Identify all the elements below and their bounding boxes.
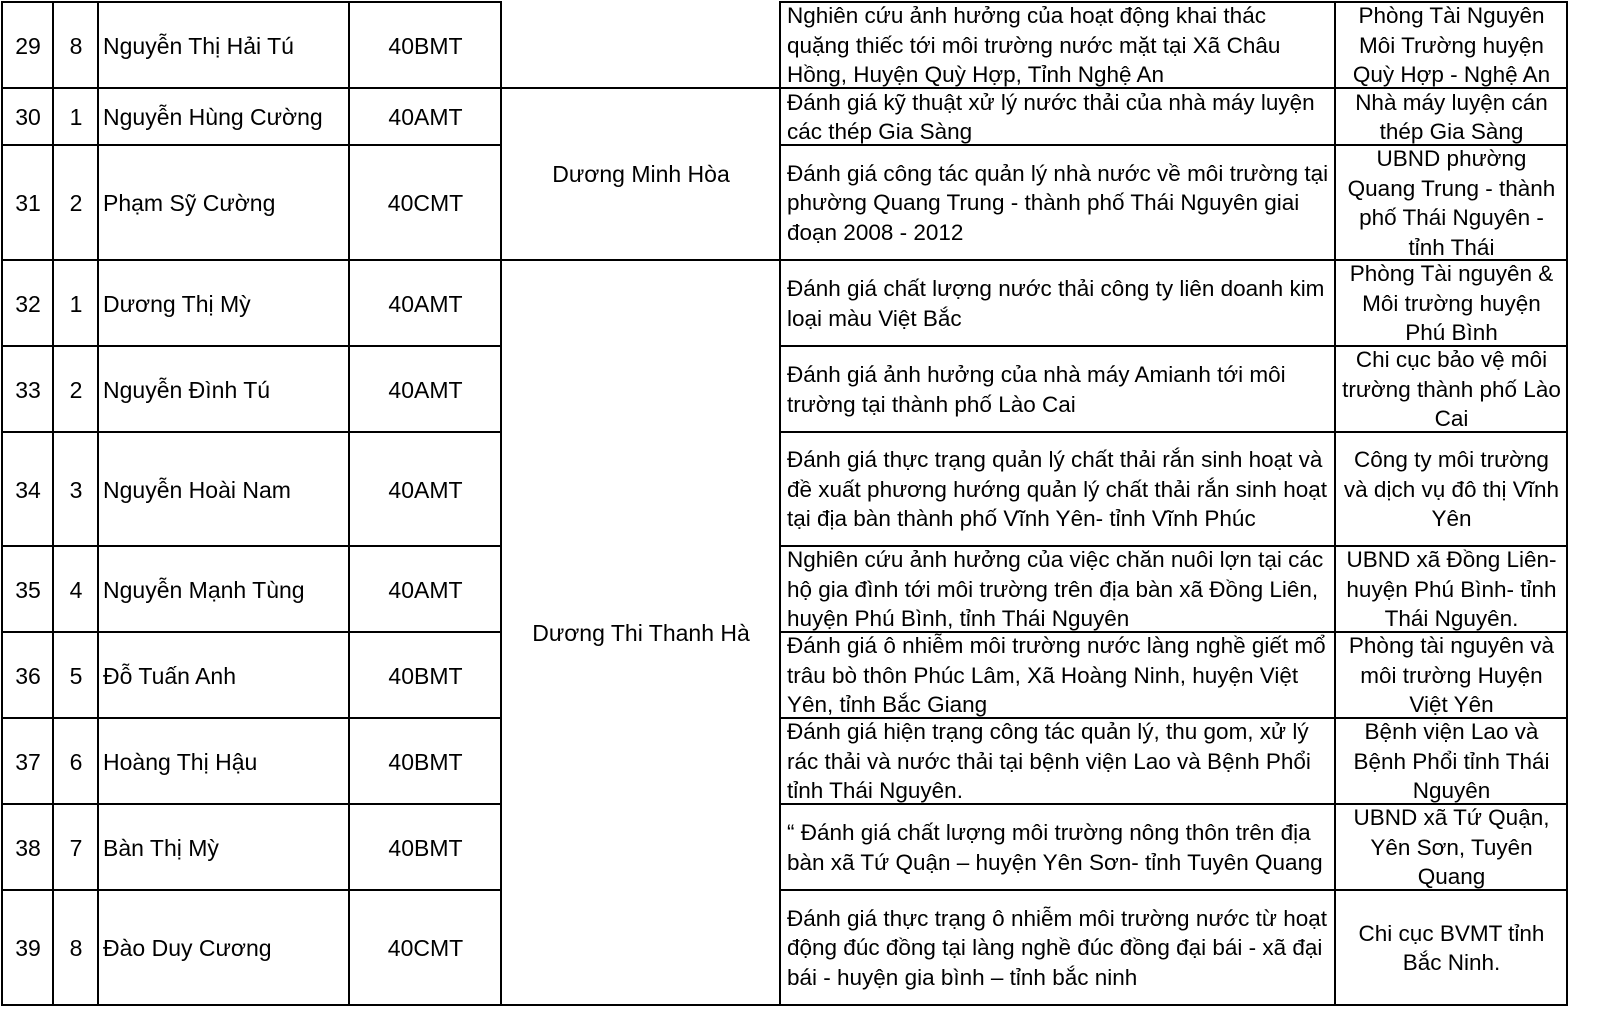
thesis-topic: “ Đánh giá chất lượng môi trường nông thôn trên địa bàn xã Tứ Quận – huyện Yên Sơn- tỉnh Tuyên Quang (787, 820, 1323, 875)
class-code: 40AMT (388, 476, 463, 503)
advisor-duong-thi-thanh-ha: Dương Thi Thanh Hà (532, 619, 750, 646)
internship-place: Chi cục BVMT tỉnh Bắc Ninh. (1358, 920, 1545, 975)
group-index: 5 (69, 662, 83, 689)
thesis-topic: Nghiên cứu ảnh hưởng của hoạt động khai thác quặng thiếc tới môi trường nước mặt tại Xã Châu Hồng, Huyện Quỳ Hợp, Tỉnh Nghệ An (787, 3, 1281, 88)
student-name: Đỗ Tuấn Anh (103, 662, 236, 689)
thesis-topic: Đánh giá chất lượng nước thải công ty liên doanh kim loại màu Việt Bắc (787, 276, 1325, 331)
class-code: 40AMT (388, 290, 463, 317)
student-name: Bàn Thị Mỳ (103, 834, 219, 861)
row-number: 39 (15, 935, 41, 961)
student-name: Nguyễn Hùng Cường (103, 104, 323, 130)
thesis-topic: Nghiên cứu ảnh hưởng của việc chăn nuôi lợn tại các hộ gia đình tới môi trường trên địa bàn xã Đồng Liên, huyện Phú Bình, tỉnh Thái Nguyên (787, 547, 1324, 632)
row-number: 38 (15, 834, 41, 861)
class-code: 40BMT (388, 32, 463, 59)
thesis-topic: Đánh giá kỹ thuật xử lý nước thải của nhà máy luyện các thép Gia Sàng (787, 89, 1315, 144)
internship-place: Phòng Tài Nguyên Môi Trường huyện Quỳ Hợp - Nghệ An (1352, 3, 1551, 88)
student-name: Hoàng Thị Hậu (103, 748, 258, 775)
row-number: 29 (15, 32, 41, 59)
thesis-topic: Đánh giá thực trạng ô nhiễm môi trường nước từ hoạt động đúc đồng tại làng nghề đúc đồng đại bái - xã đại bái - huyện gia bình – tỉnh bắc ninh (787, 905, 1328, 990)
row-number: 35 (15, 576, 41, 603)
class-code: 40CMT (387, 190, 464, 216)
row-number: 32 (15, 290, 41, 317)
class-code: 40AMT (388, 576, 463, 603)
class-code: 40BMT (388, 748, 463, 775)
class-code: 40AMT (388, 376, 463, 403)
class-code: 40AMT (388, 104, 463, 130)
thesis-topic: Đánh giá thực trạng quản lý chất thải rắn sinh hoạt và đề xuất phương hướng quản lý chất thải rắn sinh hoạt tại địa bàn thành phố Vĩnh Yên- tỉnh Vĩnh Phúc (787, 447, 1327, 532)
internship-place: UBND xã Tứ Quận, Yên Sơn, Tuyên Quang (1353, 805, 1550, 890)
group-index: 2 (69, 376, 83, 403)
class-code: 40CMT (387, 935, 464, 961)
internship-place: Phòng tài nguyên và môi trường Huyện Việt Yên (1348, 633, 1555, 718)
thesis-topic: Đánh giá công tác quản lý nhà nước về môi trường tại phường Quang Trung - thành phố Thái Nguyên giai đoạn 2008 - 2012 (787, 160, 1329, 245)
internship-place: Công ty môi trường và dịch vụ đô thị Vĩnh Yên (1343, 447, 1560, 532)
internship-place: Phòng Tài nguyên & Môi trường huyện Phú Bình (1349, 261, 1554, 346)
class-code: 40BMT (388, 662, 463, 689)
student-name: Nguyễn Hoài Nam (103, 476, 291, 503)
internship-place: UBND xã Đồng Liên- huyện Phú Bình- tỉnh Thái Nguyên. (1346, 547, 1557, 632)
internship-place: Nhà máy luyện cán thép Gia Sàng (1355, 89, 1548, 144)
internship-place: Bệnh viện Lao và Bệnh Phổi tỉnh Thái Nguyên (1353, 719, 1550, 804)
group-index: 6 (69, 748, 83, 775)
group-index: 4 (69, 576, 83, 603)
group-index: 3 (69, 476, 83, 503)
row-number: 37 (15, 748, 41, 775)
row-number: 34 (15, 476, 41, 503)
row-number: 33 (15, 376, 41, 403)
group-index: 2 (69, 190, 83, 216)
student-name: Đào Duy Cương (103, 935, 272, 961)
internship-place: Chi cục bảo vệ môi trường thành phố Lào Cai (1342, 347, 1561, 432)
student-name: Nguyễn Mạnh Tùng (103, 576, 305, 603)
student-name: Phạm Sỹ Cường (103, 190, 276, 216)
student-name: Nguyễn Thị Hải Tú (103, 32, 294, 59)
internship-place: UBND phường Quang Trung - thành phố Thái Nguyên - tỉnh Thái (1347, 146, 1556, 260)
student-name: Dương Thị Mỳ (103, 290, 251, 317)
thesis-topic: Đánh giá hiện trạng công tác quản lý, thu gom, xử lý rác thải và nước thải tại bệnh viện Lao và Bệnh Phổi tỉnh Thái Nguyên. (787, 719, 1311, 804)
thesis-topic: Đánh giá ảnh hưởng của nhà máy Amianh tới môi trường tại thành phố Lào Cai (787, 362, 1286, 417)
group-index: 1 (69, 104, 83, 130)
thesis-topic: Đánh giá ô nhiễm môi trường nước làng nghề giết mổ trâu bò thôn Phúc Lâm, Xã Hoàng Ninh, huyện Việt Yên, tỉnh Bắc Giang (787, 633, 1326, 718)
group-index: 8 (69, 32, 83, 59)
class-code: 40BMT (388, 834, 463, 861)
advisor-duong-minh-hoa: Dương Minh Hòa (552, 160, 730, 187)
row-number: 31 (15, 190, 41, 216)
group-index: 8 (69, 935, 83, 961)
group-index: 7 (69, 834, 83, 861)
row-number: 36 (15, 662, 41, 689)
student-name: Nguyễn Đình Tú (103, 376, 271, 403)
group-index: 1 (69, 290, 83, 317)
row-number: 30 (15, 104, 41, 130)
